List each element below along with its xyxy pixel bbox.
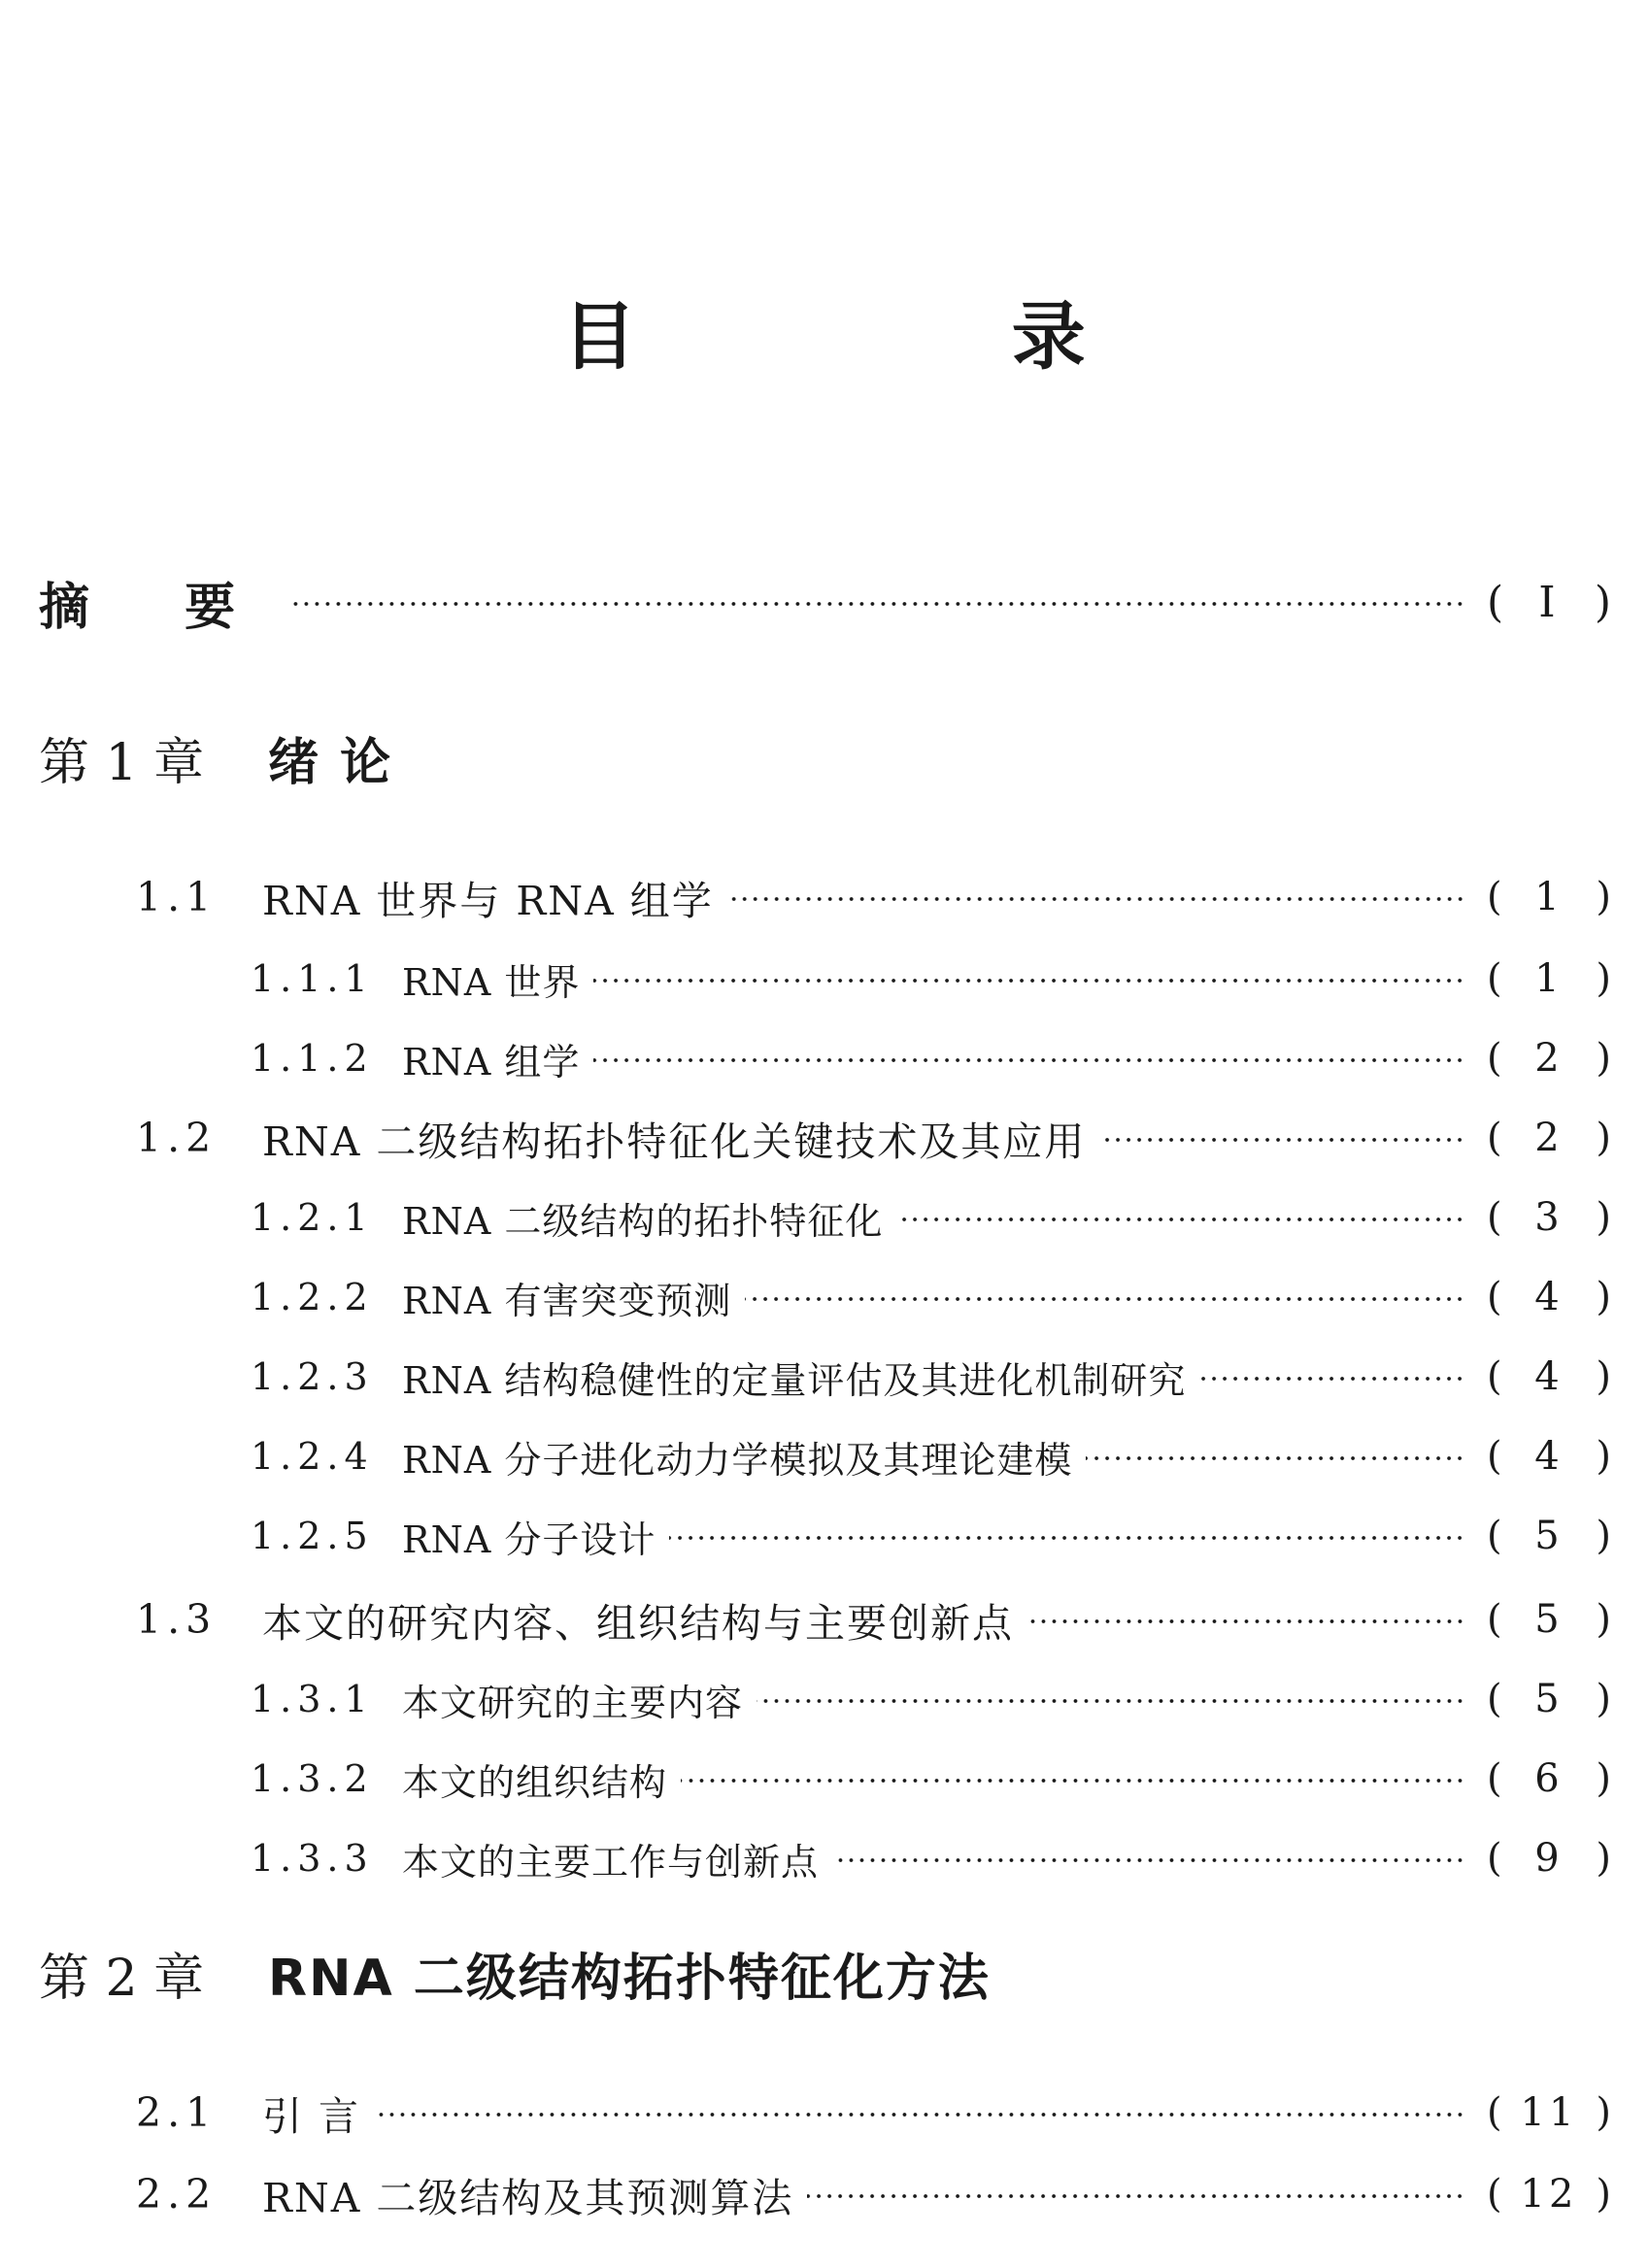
dot-leader <box>593 979 1465 983</box>
toc-number: 2.2 <box>136 2171 218 2218</box>
close-paren: ) <box>1596 2090 1611 2135</box>
open-paren: ( <box>1487 1677 1502 1721</box>
dot-leader <box>1027 1619 1465 1623</box>
toc-chapter-row[interactable] <box>39 717 1611 798</box>
toc-subsection-row[interactable] <box>251 948 1611 1010</box>
dot-leader <box>807 2194 1465 2198</box>
dot-leader <box>745 1297 1465 1301</box>
toc-entry-title: 本文研究的主要内容 <box>402 1681 744 1724</box>
toc-subsection-row[interactable] <box>251 1425 1611 1487</box>
toc-subsection-row[interactable] <box>251 1266 1611 1328</box>
toc-number: 1.3 <box>136 1596 218 1643</box>
page-number-value: 1 <box>1534 875 1564 919</box>
page-number-value: 4 <box>1534 1434 1564 1479</box>
toc-entry-title: RNA 世界 <box>402 960 581 1004</box>
toc-entry-title: RNA 结构稳健性的定量评估及其进化机制研究 <box>402 1358 1187 1402</box>
dot-leader <box>1199 1377 1465 1381</box>
dot-leader <box>727 897 1465 901</box>
toc-number: 1.1 <box>136 874 218 920</box>
toc-number: 第 1 章 <box>39 733 205 792</box>
toc-page-number <box>1487 1677 1611 1721</box>
open-paren: ( <box>1487 1597 1502 1642</box>
open-paren: ( <box>1487 1195 1502 1240</box>
open-paren: ( <box>1487 1434 1502 1479</box>
open-paren: ( <box>1487 1116 1502 1160</box>
page-number-value: 3 <box>1534 1195 1564 1240</box>
toc-subsection-row[interactable] <box>251 1186 1611 1249</box>
open-paren: ( <box>1487 1275 1502 1319</box>
toc-number: 1.2.1 <box>251 1196 374 1239</box>
open-paren: ( <box>1487 956 1502 1001</box>
close-paren: ) <box>1596 956 1611 1001</box>
page-number-value: 12 <box>1520 2172 1578 2217</box>
dot-leader <box>374 2113 1465 2117</box>
toc-section-row[interactable] <box>136 866 1611 928</box>
toc-page-number <box>1487 1756 1611 1801</box>
toc-number: 1.3.2 <box>251 1757 374 1800</box>
dot-leader <box>593 1058 1465 1062</box>
open-paren: ( <box>1487 2090 1502 2135</box>
open-paren: ( <box>1487 1036 1502 1081</box>
toc-subsection-row[interactable] <box>251 1505 1611 1567</box>
toc-subsection-row[interactable] <box>251 1748 1611 1810</box>
close-paren: ) <box>1594 577 1611 627</box>
page-number-value: 2 <box>1534 1036 1564 1081</box>
page-number-value: 2 <box>1534 1116 1564 1160</box>
toc-number: 1.2.2 <box>251 1276 374 1318</box>
page-number-value: 5 <box>1534 1597 1564 1642</box>
toc-entry-title: 摘 要 <box>39 578 275 637</box>
toc-section-row[interactable] <box>136 1588 1611 1651</box>
page-number-value: 6 <box>1534 1756 1564 1801</box>
toc-entry-title: RNA 二级结构拓扑特征化关键技术及其应用 <box>262 1117 1087 1165</box>
toc-number: 1.2.5 <box>251 1515 374 1557</box>
toc-subsection-row[interactable] <box>251 1827 1611 1889</box>
page-number-value: 1 <box>1534 956 1564 1001</box>
toc-page-number <box>1487 2090 1611 2135</box>
toc-page-number <box>1487 956 1611 1001</box>
toc-page-number <box>1487 1354 1611 1399</box>
toc-chapter-row[interactable] <box>39 1932 1611 2014</box>
toc-subsection-row[interactable] <box>251 1346 1611 1408</box>
close-paren: ) <box>1596 1354 1611 1399</box>
close-paren: ) <box>1596 875 1611 919</box>
toc-page-number <box>1487 875 1611 919</box>
toc-page-number <box>1487 1116 1611 1160</box>
toc-number: 2.1 <box>136 2089 218 2136</box>
toc-entry-title: 本文的研究内容、组织结构与主要创新点 <box>262 1599 1014 1647</box>
page-number-value: 11 <box>1520 2090 1578 2135</box>
toc-page-number <box>1487 1036 1611 1081</box>
toc-section-row[interactable] <box>136 1107 1611 1169</box>
toc-number: 1.1.2 <box>251 1037 374 1080</box>
page-number-value: 5 <box>1534 1677 1564 1721</box>
dot-leader <box>681 1779 1465 1783</box>
toc-number: 1.2 <box>136 1115 218 1161</box>
toc-number: 1.2.3 <box>251 1355 374 1398</box>
page-number-value: 4 <box>1534 1275 1564 1319</box>
dot-leader <box>1086 1456 1465 1460</box>
close-paren: ) <box>1596 1514 1611 1558</box>
toc-section-row[interactable] <box>136 2082 1611 2144</box>
toc-subsection-row[interactable] <box>251 1668 1611 1730</box>
toc-number: 1.3.1 <box>251 1678 374 1720</box>
page-title: 目 录 <box>562 293 1261 380</box>
toc-entry-title: RNA 二级结构拓扑特征化方法 <box>268 1949 991 2008</box>
toc-number: 1.1.1 <box>251 957 374 1000</box>
toc-page-number <box>1487 1434 1611 1479</box>
page-number-value: 4 <box>1534 1354 1564 1399</box>
close-paren: ) <box>1596 2172 1611 2217</box>
toc-entry-title: 本文的组织结构 <box>402 1760 668 1804</box>
close-paren: ) <box>1596 1836 1611 1881</box>
toc-number: 1.3.3 <box>251 1837 374 1880</box>
dot-leader <box>669 1536 1465 1540</box>
toc-page-number <box>1487 1275 1611 1319</box>
close-paren: ) <box>1596 1036 1611 1081</box>
toc-section-row[interactable] <box>136 2163 1611 2225</box>
toc-entry-title: 引 言 <box>262 2092 361 2140</box>
toc-entry-title: 本文的主要工作与创新点 <box>402 1840 820 1884</box>
close-paren: ) <box>1596 1434 1611 1479</box>
toc-entry-title: RNA 分子进化动力学模拟及其理论建模 <box>402 1438 1073 1482</box>
close-paren: ) <box>1596 1275 1611 1319</box>
close-paren: ) <box>1596 1597 1611 1642</box>
open-paren: ( <box>1487 1836 1502 1881</box>
toc-page-number <box>1487 578 1611 627</box>
dot-leader <box>757 1699 1465 1703</box>
open-paren: ( <box>1487 1756 1502 1801</box>
open-paren: ( <box>1487 577 1504 627</box>
page-number-value: I <box>1538 577 1560 627</box>
open-paren: ( <box>1487 2172 1502 2217</box>
open-paren: ( <box>1487 875 1502 919</box>
toc-page-number <box>1487 1597 1611 1642</box>
dot-leader <box>1099 1138 1465 1142</box>
page-number-value: 9 <box>1534 1836 1564 1881</box>
close-paren: ) <box>1596 1116 1611 1160</box>
toc-page-number <box>1487 1195 1611 1240</box>
page-number-value: 5 <box>1534 1514 1564 1558</box>
toc-entry-title: RNA 二级结构的拓扑特征化 <box>402 1199 884 1243</box>
toc-entry-title: RNA 二级结构及其预测算法 <box>262 2174 794 2221</box>
close-paren: ) <box>1596 1677 1611 1721</box>
toc-entry-title: RNA 组学 <box>402 1040 581 1084</box>
open-paren: ( <box>1487 1354 1502 1399</box>
close-paren: ) <box>1596 1756 1611 1801</box>
toc-number: 第 2 章 <box>39 1949 205 2008</box>
toc-entry-title: RNA 世界与 RNA 组学 <box>262 877 714 924</box>
toc-subsection-row[interactable] <box>251 1027 1611 1089</box>
dot-leader <box>832 1858 1465 1862</box>
toc-number: 1.2.4 <box>251 1435 374 1478</box>
toc-page-number <box>1487 1836 1611 1881</box>
dot-leader <box>287 602 1465 606</box>
open-paren: ( <box>1487 1514 1502 1558</box>
close-paren: ) <box>1596 1195 1611 1240</box>
toc-entry-title: RNA 有害突变预测 <box>402 1279 732 1322</box>
toc-page-number <box>1487 1514 1611 1558</box>
toc-entry-title: RNA 分子设计 <box>402 1518 656 1561</box>
toc-front-row[interactable] <box>39 563 1611 641</box>
toc-entry-title: 绪 论 <box>268 733 393 792</box>
dot-leader <box>896 1217 1465 1221</box>
toc-page-number <box>1487 2172 1611 2217</box>
